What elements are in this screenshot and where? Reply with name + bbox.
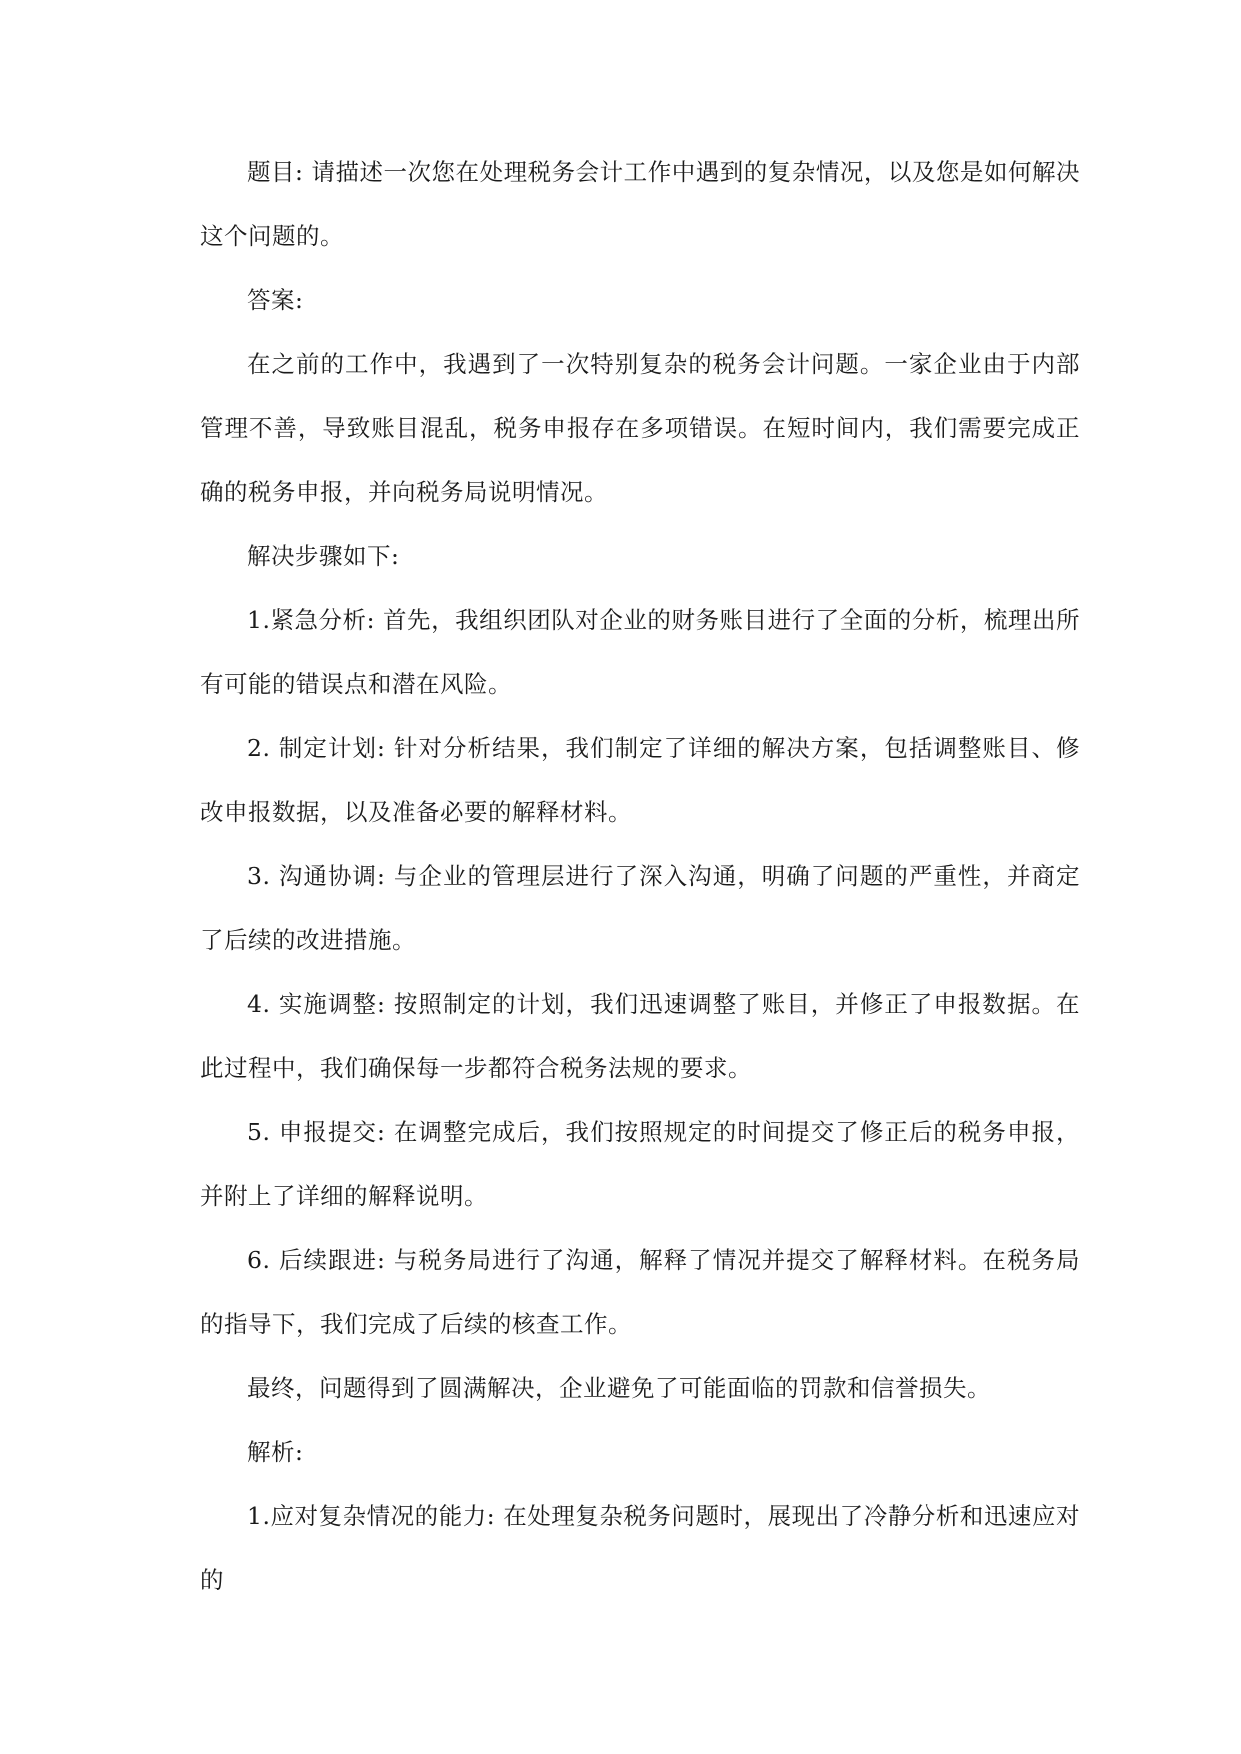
step-6-paragraph: 6. 后续跟进: 与税务局进行了沟通，解释了情况并提交了解释材料。在税务局的指导下，我们完成了后续的核查工作。	[200, 1246, 1080, 1338]
question-paragraph: 题目: 请描述一次您在处理税务会计工作中遇到的复杂情况，以及您是如何解决这个问题的。	[200, 158, 1080, 250]
step-4-paragraph: 4. 实施调整: 按照制定的计划，我们迅速调整了账目，并修正了申报数据。在此过程中，我们确保每一步都符合税务法规的要求。	[200, 990, 1080, 1082]
analysis-point-1-paragraph: 1.应对复杂情况的能力: 在处理复杂税务问题时，展现出了冷静分析和迅速应对的	[200, 1502, 1080, 1594]
analysis-heading: 解析:	[247, 1438, 304, 1466]
step-5-paragraph: 5. 申报提交: 在调整完成后，我们按照规定的时间提交了修正后的税务申报，并附上了详细的解释说明。	[200, 1118, 1080, 1210]
conclusion-paragraph: 最终，问题得到了圆满解决，企业避免了可能面临的罚款和信誉损失。	[247, 1374, 991, 1402]
step-2-paragraph: 2. 制定计划: 针对分析结果，我们制定了详细的解决方案，包括调整账目、修改申报数据，以及准备必要的解释材料。	[200, 734, 1080, 826]
answer-heading: 答案:	[247, 286, 304, 314]
step-1-paragraph: 1.紧急分析: 首先，我组织团队对企业的财务账目进行了全面的分析，梳理出所有可能的错误点和潜在风险。	[200, 606, 1080, 698]
steps-heading: 解决步骤如下:	[247, 542, 400, 570]
document-body	[200, 140, 1080, 1612]
step-3-paragraph: 3. 沟通协调: 与企业的管理层进行了深入沟通，明确了问题的严重性，并商定了后续的改进措施。	[200, 862, 1080, 954]
answer-intro-paragraph: 在之前的工作中，我遇到了一次特别复杂的税务会计问题。一家企业由于内部管理不善，导致账目混乱，税务申报存在多项错误。在短时间内，我们需要完成正确的税务申报，并向税务局说明情况。	[200, 350, 1080, 506]
